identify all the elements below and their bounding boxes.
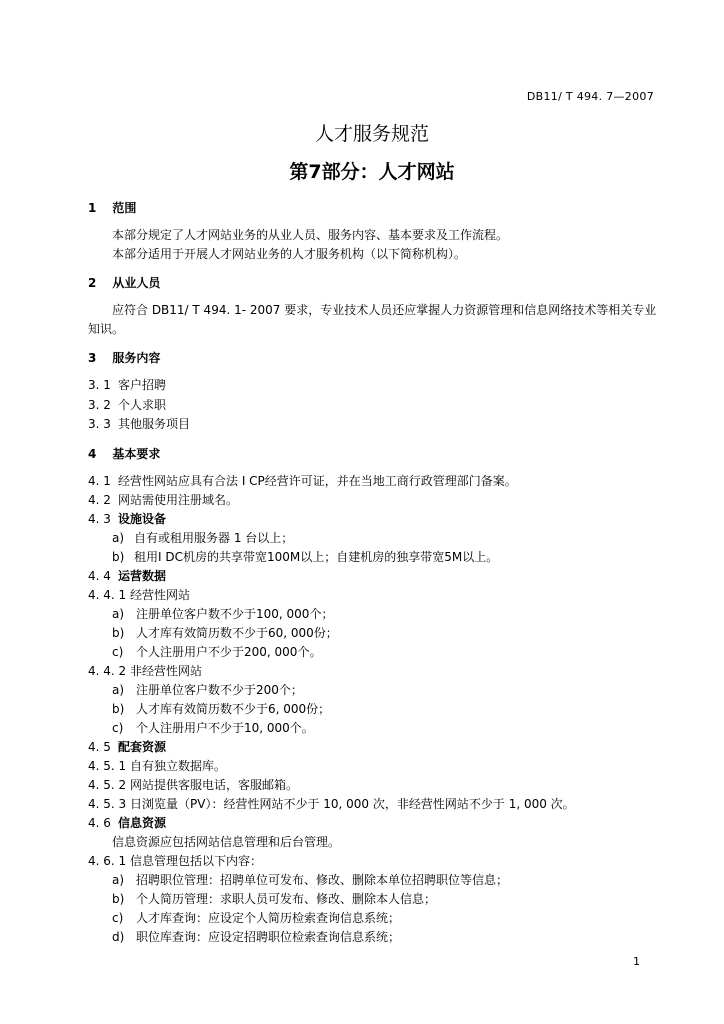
list-item bbox=[112, 529, 293, 546]
clause-4-5-2 bbox=[88, 776, 298, 793]
list-item bbox=[88, 396, 166, 413]
clause-4-1 bbox=[88, 472, 517, 489]
item-text: 注册单位客户数不少于100, 000个； bbox=[136, 607, 334, 621]
item-number: 3. 1 bbox=[88, 378, 111, 392]
item-marker: a) bbox=[112, 683, 125, 697]
list-item bbox=[112, 890, 436, 907]
list-item bbox=[88, 415, 190, 432]
section-1-heading bbox=[88, 199, 136, 216]
list-item bbox=[88, 376, 166, 393]
item-marker: c) bbox=[112, 721, 124, 735]
section-title: 范围 bbox=[112, 201, 137, 215]
clause-4-6-1 bbox=[88, 852, 262, 869]
list-item bbox=[112, 681, 303, 698]
clause-4-6 bbox=[88, 814, 166, 831]
list-item bbox=[112, 700, 330, 717]
section-number: 1 bbox=[88, 201, 97, 215]
clause-text: 网站提供客服电话，客服邮箱。 bbox=[130, 778, 299, 792]
item-marker: b) bbox=[112, 702, 125, 716]
section-3-heading bbox=[88, 349, 160, 366]
clause-4-5 bbox=[88, 738, 166, 755]
clause-number: 4. 5. 2 bbox=[88, 778, 127, 792]
clause-text: 自有独立数据库。 bbox=[130, 759, 227, 773]
document-title: 人才服务规范 bbox=[314, 123, 429, 145]
item-text: 人才库有效简历数不少于60, 000份； bbox=[136, 626, 338, 640]
clause-text: 非经营性网站 bbox=[130, 664, 203, 678]
list-item bbox=[112, 928, 400, 945]
list-item bbox=[112, 643, 321, 660]
item-marker: a) bbox=[112, 607, 125, 621]
section-number: 3 bbox=[88, 351, 97, 365]
clause-number: 4. 1 bbox=[88, 474, 111, 488]
paragraph: 本部分适用于开展人才网站业务的人才服务机构（以下简称机构）。 bbox=[112, 247, 467, 261]
clause-text: 网站需使用注册域名。 bbox=[118, 493, 239, 507]
section-title: 服务内容 bbox=[112, 351, 161, 365]
item-text: 其他服务项目 bbox=[118, 417, 191, 431]
item-text: 个人注册用户不少于10, 000个。 bbox=[136, 721, 314, 735]
clause-number: 4. 4. 1 bbox=[88, 588, 127, 602]
section-number: 4 bbox=[88, 447, 97, 461]
clause-number: 4. 4. 2 bbox=[88, 664, 127, 678]
item-text: 个人求职 bbox=[118, 398, 167, 412]
clause-number: 4. 6. 1 bbox=[88, 854, 127, 868]
clause-4-4-2 bbox=[88, 662, 202, 679]
item-number: 3. 3 bbox=[88, 417, 111, 431]
clause-title: 设施设备 bbox=[118, 512, 167, 526]
document-code: DB11/ T 494. 7—2007 bbox=[526, 90, 654, 103]
item-marker: b) bbox=[112, 892, 125, 906]
clause-number: 4. 5. 3 bbox=[88, 797, 127, 811]
clause-4-2 bbox=[88, 491, 238, 508]
section-4-heading bbox=[88, 445, 160, 462]
clause-title: 信息资源 bbox=[118, 816, 167, 830]
clause-4-4 bbox=[88, 567, 166, 584]
item-text: 个人简历管理：求职人员可发布、修改、删除本人信息； bbox=[136, 892, 437, 906]
item-marker: b) bbox=[112, 626, 125, 640]
paragraph: 信息资源应包括网站信息管理和后台管理。 bbox=[112, 835, 341, 849]
section-2-heading bbox=[88, 274, 160, 291]
item-text: 职位库查询：应设定招聘职位检索查询信息系统； bbox=[136, 930, 401, 944]
clause-number: 4. 5 bbox=[88, 740, 111, 754]
item-text: 招聘职位管理：招聘单位可发布、修改、删除本单位招聘职位等信息； bbox=[136, 873, 509, 887]
item-marker: c) bbox=[112, 911, 124, 925]
clause-number: 4. 4 bbox=[88, 569, 111, 583]
clause-number: 4. 6 bbox=[88, 816, 111, 830]
item-marker: a) bbox=[112, 873, 125, 887]
clause-4-5-3 bbox=[88, 795, 575, 812]
list-item bbox=[112, 871, 508, 888]
item-text: 个人注册用户不少于200, 000个。 bbox=[136, 645, 322, 659]
item-marker: d) bbox=[112, 930, 125, 944]
item-text: 租用I DC机房的共享带宽100M以上；自建机房的独享带宽5M以上。 bbox=[134, 550, 499, 564]
item-text: 自有或租用服务器 1 台以上； bbox=[134, 531, 294, 545]
clause-text: 经营性网站应具有合法 I CP经营许可证，并在当地工商行政管理部门备案。 bbox=[118, 474, 517, 488]
paragraph: 应符合 DB11/ T 494. 1- 2007 要求，专业技术人员还应掌握人力资源管理和信息网络技术等相关专业知识。 bbox=[88, 303, 657, 336]
section-title: 基本要求 bbox=[112, 447, 161, 461]
clause-4-4-1 bbox=[88, 586, 190, 603]
list-item bbox=[112, 719, 314, 736]
clause-title: 运营数据 bbox=[118, 569, 167, 583]
paragraph: 本部分规定了人才网站业务的从业人员、服务内容、基本要求及工作流程。 bbox=[112, 228, 509, 242]
clause-text: 信息管理包括以下内容： bbox=[130, 854, 263, 868]
item-marker: b) bbox=[112, 550, 125, 564]
list-item bbox=[112, 909, 400, 926]
item-text: 人才库查询：应设定个人简历检索查询信息系统； bbox=[136, 911, 401, 925]
section-title: 从业人员 bbox=[112, 276, 161, 290]
item-text: 注册单位客户数不少于200个； bbox=[136, 683, 303, 697]
clause-text: 日浏览量（PV）：经营性网站不少于 10, 000 次，非经营性网站不少于 1, 000 次。 bbox=[130, 797, 575, 811]
page-number: 1 bbox=[633, 955, 640, 968]
clause-4-3 bbox=[88, 510, 166, 527]
clause-4-5-1 bbox=[88, 757, 226, 774]
clause-text: 经营性网站 bbox=[130, 588, 191, 602]
item-number: 3. 2 bbox=[88, 398, 111, 412]
item-text: 客户招聘 bbox=[118, 378, 167, 392]
list-item bbox=[112, 624, 338, 641]
clause-number: 4. 2 bbox=[88, 493, 111, 507]
clause-number: 4. 5. 1 bbox=[88, 759, 127, 773]
item-text: 人才库有效简历数不少于6, 000份； bbox=[136, 702, 331, 716]
list-item bbox=[112, 605, 333, 622]
clause-number: 4. 3 bbox=[88, 512, 111, 526]
section-number: 2 bbox=[88, 276, 97, 290]
item-marker: c) bbox=[112, 645, 124, 659]
clause-title: 配套资源 bbox=[118, 740, 167, 754]
item-marker: a) bbox=[112, 531, 125, 545]
document-subtitle: 第7部分：人才网站 bbox=[289, 161, 455, 183]
list-item bbox=[112, 548, 498, 565]
